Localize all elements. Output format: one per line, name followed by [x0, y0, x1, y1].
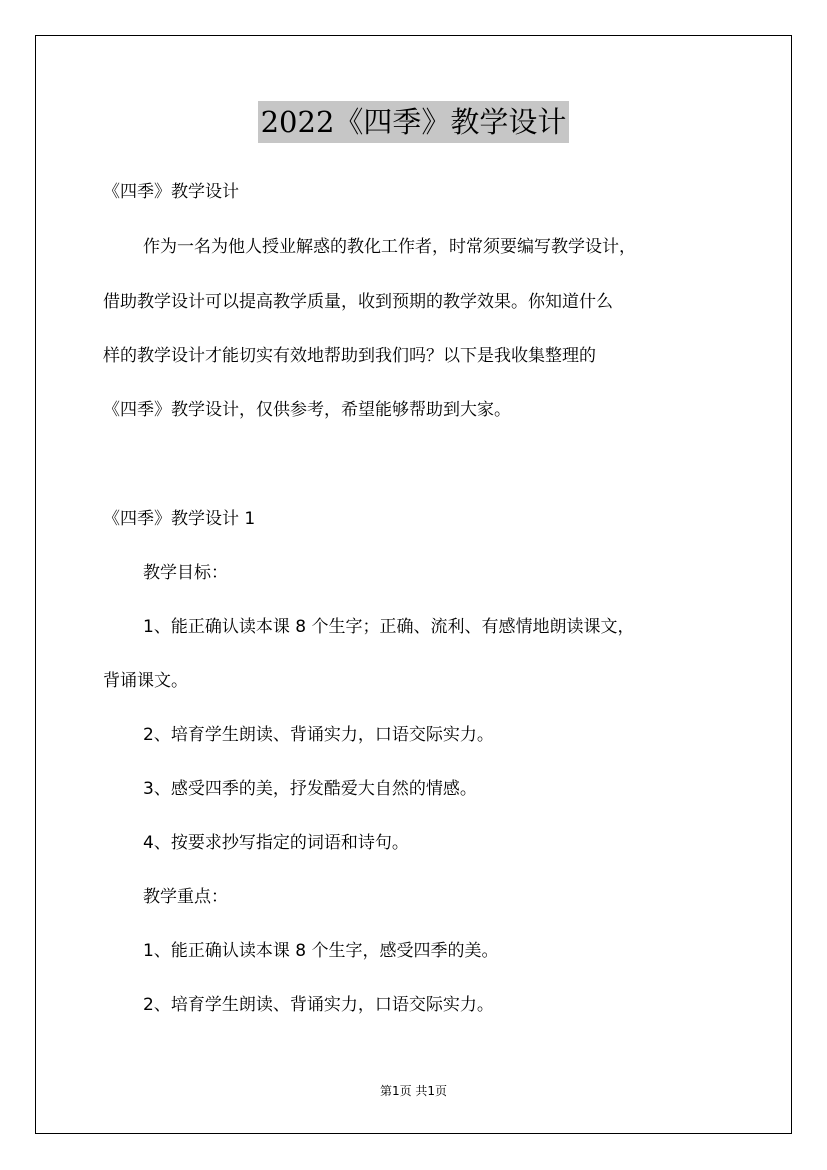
subtitle-line: 《四季》教学设计 — [103, 182, 239, 202]
list-item: 4、按要求抄写指定的词语和诗句。 — [143, 833, 409, 853]
paragraph-line: 样的教学设计才能切实有效地帮助到我们吗？以下是我收集整理的 — [103, 346, 596, 366]
section-label: 教学目标： — [143, 563, 228, 583]
list-item: 2、培育学生朗读、背诵实力，口语交际实力。 — [143, 995, 494, 1015]
list-item: 3、感受四季的美，抒发酷爱大自然的情感。 — [143, 779, 477, 799]
paragraph-line: 《四季》教学设计，仅供参考，希望能够帮助到大家。 — [103, 400, 511, 420]
page-footer: 第1页 共1页 — [379, 1084, 448, 1098]
paragraph-line: 借助教学设计可以提高教学质量，收到预期的教学效果。你知道什么 — [103, 292, 613, 312]
list-item: 1、能正确认读本课 8 个生字；正确、流利、有感情地朗读课文， — [143, 617, 635, 637]
document-title: 2022《四季》教学设计 — [258, 101, 570, 143]
section-heading: 《四季》教学设计 1 — [103, 509, 256, 529]
section-label: 教学重点： — [143, 887, 228, 907]
paragraph-line: 作为一名为他人授业解惑的教化工作者，时常须要编写教学设计， — [143, 237, 636, 257]
list-item: 2、培育学生朗读、背诵实力，口语交际实力。 — [143, 725, 494, 745]
list-item: 1、能正确认读本课 8 个生字，感受四季的美。 — [143, 941, 499, 961]
document-title-wrap — [0, 101, 827, 143]
list-item-continuation: 背诵课文。 — [103, 671, 188, 691]
